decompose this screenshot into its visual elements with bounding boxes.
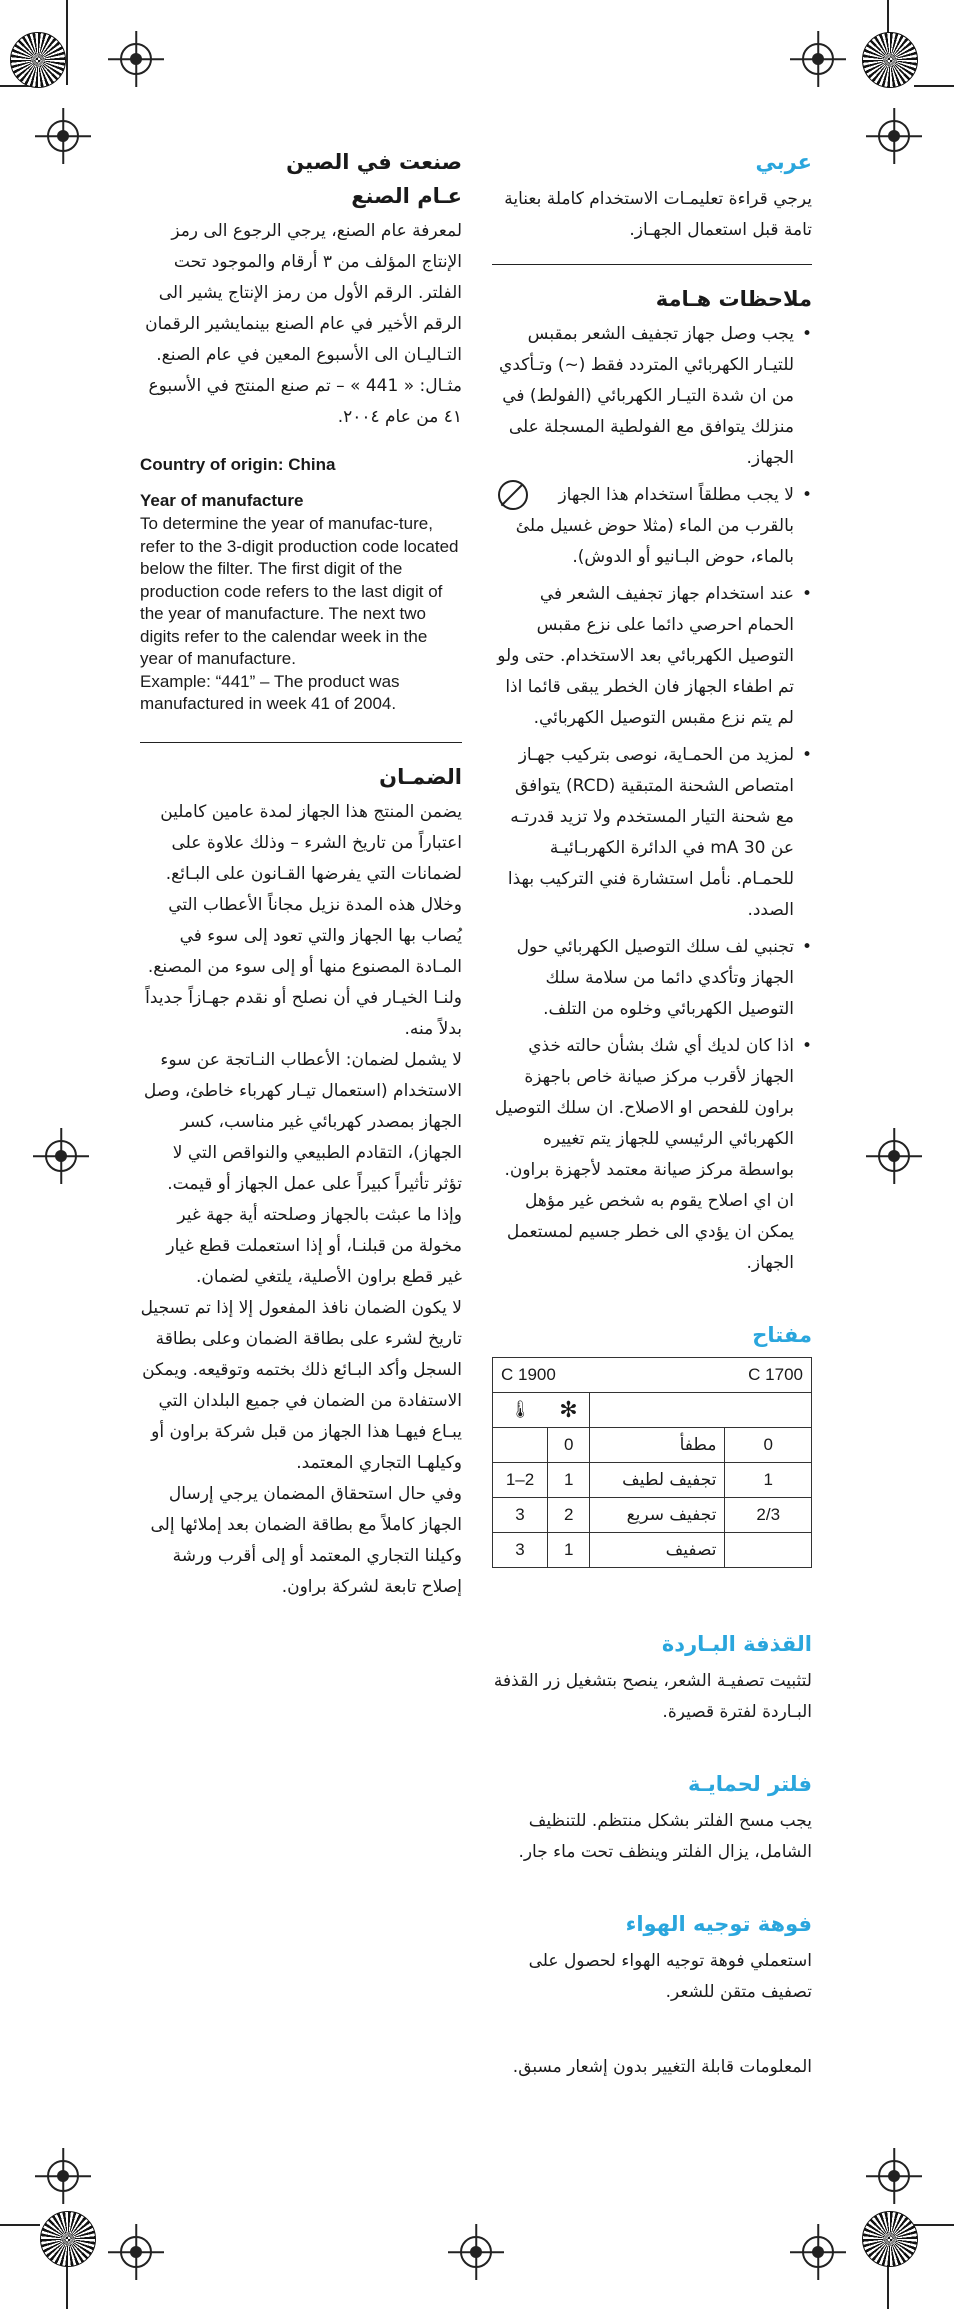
note-item: • لمزيد من الحمـاية، نوصى بتركيب جهـاز امتصاص الشحنة المتبقية (RCD) يتوافق مع شحنة التيار المستخدم ولا تزيد قدرتـه عن 30 mA في الدائرة الكهربـائيـة للحمـام. نأمل استشارة فني التركيب بهذا الصدد.	[492, 740, 812, 926]
registration-mark-icon	[878, 2160, 910, 2192]
crop-line	[66, 0, 68, 85]
registration-mark-icon	[120, 43, 152, 75]
language-title: عربي	[755, 150, 812, 174]
nozzle-title: فوهة توجيه الهواء	[625, 1912, 812, 1936]
color-bar-target-icon	[862, 32, 918, 88]
important-notes-list	[492, 319, 812, 1279]
made-in-china-title: صنعت في الصين	[286, 150, 462, 174]
model-c1700-label: C 1700	[725, 1358, 812, 1393]
intro-text: يرجي قراءة تعليمـات الاستخدام كاملة بعناية تامة قبل استعمال الجهـاز.	[504, 189, 812, 240]
table-row: 3 2 تجفيف سريع 2/3	[493, 1498, 812, 1533]
table-row: 1–2 1 تجفيف لطيف 1	[493, 1463, 812, 1498]
year-title-english: Year of manufacture	[140, 491, 304, 510]
filter-text: يجب مسح الفلتر بشكل منتظم. للتنظيف الشامل، يزال الفلتر وينظف تحت ماء جار.	[518, 1811, 812, 1862]
model-c1900-label: C 1900	[493, 1358, 590, 1393]
registration-mark-icon	[47, 2160, 79, 2192]
warranty-paragraph: وفي حال استحقاق المضمان يرجي إرسال الجهاز كاملاً مع بطاقة الضمان بعد إملائها إلى وكيلنا التجاري المعتمد أو إلى أقرب ورشة إصلاح تابعة لشركة براون.	[150, 1483, 462, 1597]
year-text-arabic: لمعرفة عام الصنع، يرجي الرجوع الى رمز الإنتاج المؤلف من ٣ أرقام والموجود تحت الفلتر. الرقم الأول من رمز الإنتاج يشير الى الرقم الأخير في عام الصنع بينمايشير الرقمان التـاليـان الى الأسبوع المعين في عام الصنع.	[145, 221, 462, 365]
nozzle-text: استعملي فوهة توجيه الهواء لحصول على تصفيف متقن للشعر.	[528, 1951, 812, 2002]
table-header-row	[493, 1358, 812, 1393]
crop-line	[914, 2224, 954, 2226]
no-bathtub-warning-icon	[498, 480, 528, 510]
important-notes-title: ملاحظات هـامة	[655, 287, 812, 311]
note-item: • يجب وصل جهاز تجفيف الشعر بمقبس للتيـار الكهربائي المتردد فقط (~) وتـأكدي من ان شدة التيـار الكهربائي (الفولط) في منزلك يتوافق مع الفولطية المسجلة على الجهاز.	[492, 319, 812, 474]
divider	[140, 742, 462, 743]
registration-mark-icon	[878, 120, 910, 152]
origin-warranty-column	[140, 150, 462, 1603]
table-icon-row	[493, 1393, 812, 1428]
filter-title: فلتر لحمايـة	[687, 1772, 812, 1796]
color-bar-target-icon	[40, 2211, 96, 2267]
registration-mark-icon	[460, 2236, 492, 2268]
registration-mark-icon	[802, 43, 834, 75]
example-english: Example: “441” – The product was manufactured in week 41 of 2004.	[140, 671, 400, 713]
crop-line	[914, 85, 954, 87]
warranty-paragraph: وإذا ما عبثت بالجهاز وصلحته أية جهة غير مخولة من قبلنـا، أو إذا استعملت قطع غيار غير قطع براون الأصلية، يلتغي لضمان.	[166, 1204, 462, 1287]
table-row: 0 مطفأ 0	[493, 1428, 812, 1463]
note-item: • لا يجب مطلقاً استخدام هذا الجهاز بالقرب من الماء (مثلا حوض غسيل ملئ بالماء، حوض البـانيو أو الدوش).	[492, 480, 812, 573]
key-title: مفتاح	[752, 1323, 812, 1347]
temperature-icon: 🌡	[493, 1393, 548, 1428]
note-item: • اذا كان لديك أي شك بشأن حالته خذي الجهاز لأقرب مركز صيانة خاص باجهزة براون للفحص او الاصلاح. ان سلك التوصيل الكهربائي الرئيسي للجهاز يتم تغييره بواسطة مركز صيانة معتمد لأجهزة براون. ان اي اصلاح يقوم به شخص غير مؤهل يمكن ان يؤدي الى خطر جسيم لمستعمل الجهاز.	[492, 1031, 812, 1279]
country-of-origin: Country of origin: China	[140, 455, 336, 474]
table-row: 3 1 تصفيف	[493, 1533, 812, 1568]
year-title-arabic: عـام الصنع	[351, 184, 462, 208]
crop-line	[0, 2224, 40, 2226]
warranty-paragraph: لا يكون الضمان نافذ المفعول إلا إذا تم تسجيل تاريخ لشرء على بطاقة الضمان وعلى بطاقة السجل وأكد البـائع ذلك بختمه وتوقيعه. ويمكن الاستفادة من الضمان في جميع البلدان التي يبـاع فيهـا هذا الجهاز من قبل شركة براون أو وكيلهـا التجاري المعتمد.	[140, 1297, 462, 1473]
registration-mark-icon	[47, 120, 79, 152]
registration-mark-icon	[120, 2236, 152, 2268]
registration-mark-icon	[802, 2236, 834, 2268]
footer-note: المعلومات قابلة التغيير بدون إشعار مسبق.	[512, 2057, 812, 2077]
settings-key-table	[492, 1357, 812, 1568]
arabic-instructions-column	[492, 150, 812, 2083]
registration-mark-icon	[45, 1140, 77, 1172]
airflow-fan-icon: ✻	[548, 1393, 590, 1428]
registration-mark-icon	[878, 1140, 910, 1172]
color-bar-target-icon	[10, 32, 66, 88]
note-item: • تجنبي لف سلك التوصيل الكهربائي حول الجهاز وتأكدي دائما من سلامة سلك التوصيل الكهربائي وخلوه من التلف.	[492, 932, 812, 1025]
example-arabic: مثـال: « 441 » – تم صنع المنتج في الأسبوع ٤١ من عام ٢٠٠٤.	[148, 376, 462, 427]
cold-shot-title: القذفة البـاردة	[661, 1632, 812, 1656]
year-text-english: To determine the year of manufac-ture, refer to the 3-digit production code located below the filter. The first digit of the production code refers to the last digit of the year of manufacture. The next two digits refer to the calendar week in the year of manufacture.	[140, 514, 459, 668]
note-item: • عند استخدام جهاز تجفيف الشعر في الحمام احرصي دائما على نزع مقبس التوصيل الكهربائي بعد الاستخدام. حتى ولو تم اطفاء الجهاز فان الخطر يبقى قائما اذا لم يتم نزع مقبس التوصيل الكهربائي.	[492, 579, 812, 734]
cold-shot-text: لتثبيت تصفيـة الشعر، ينصح بتشغيل زر القذفة البـاردة لفترة قصيرة.	[493, 1671, 812, 1722]
warranty-paragraph: لا يشمل لضمان: الأعطاب النـاتجة عن سوء الاستخدام (استعمال تيـار كهرباء خاطئ، وصل الجهاز بمصدر كهربائي غير مناسب، كسر الجهاز)، التقادم الطبيعي والنواقص التي لا تؤثر تأثيراً كبيراً على عمل الجهاز أو قيمت.	[143, 1049, 462, 1194]
color-bar-target-icon	[862, 2211, 918, 2267]
warranty-paragraph: يضمن المنتج هذا الجهاز لمدة عامين كاملين اعتباراً من تاريخ الشرء – وذلك علاوة على لضمانات التي يفرضها القـانون على البـائع. وخلال هذه المدة نزيل مجاناً الأعطاب التي يُصاب بها الجهاز والتي تعود إلى سوء في المـادة المصنوع منها أو إلى سوء من المصنع. ولنـا الخيـار في أن نصلح أو نقدم جهـازاً جديداً بدلاً منه.	[145, 801, 462, 1039]
divider	[492, 264, 812, 265]
warranty-title: الضمـان	[379, 764, 462, 789]
